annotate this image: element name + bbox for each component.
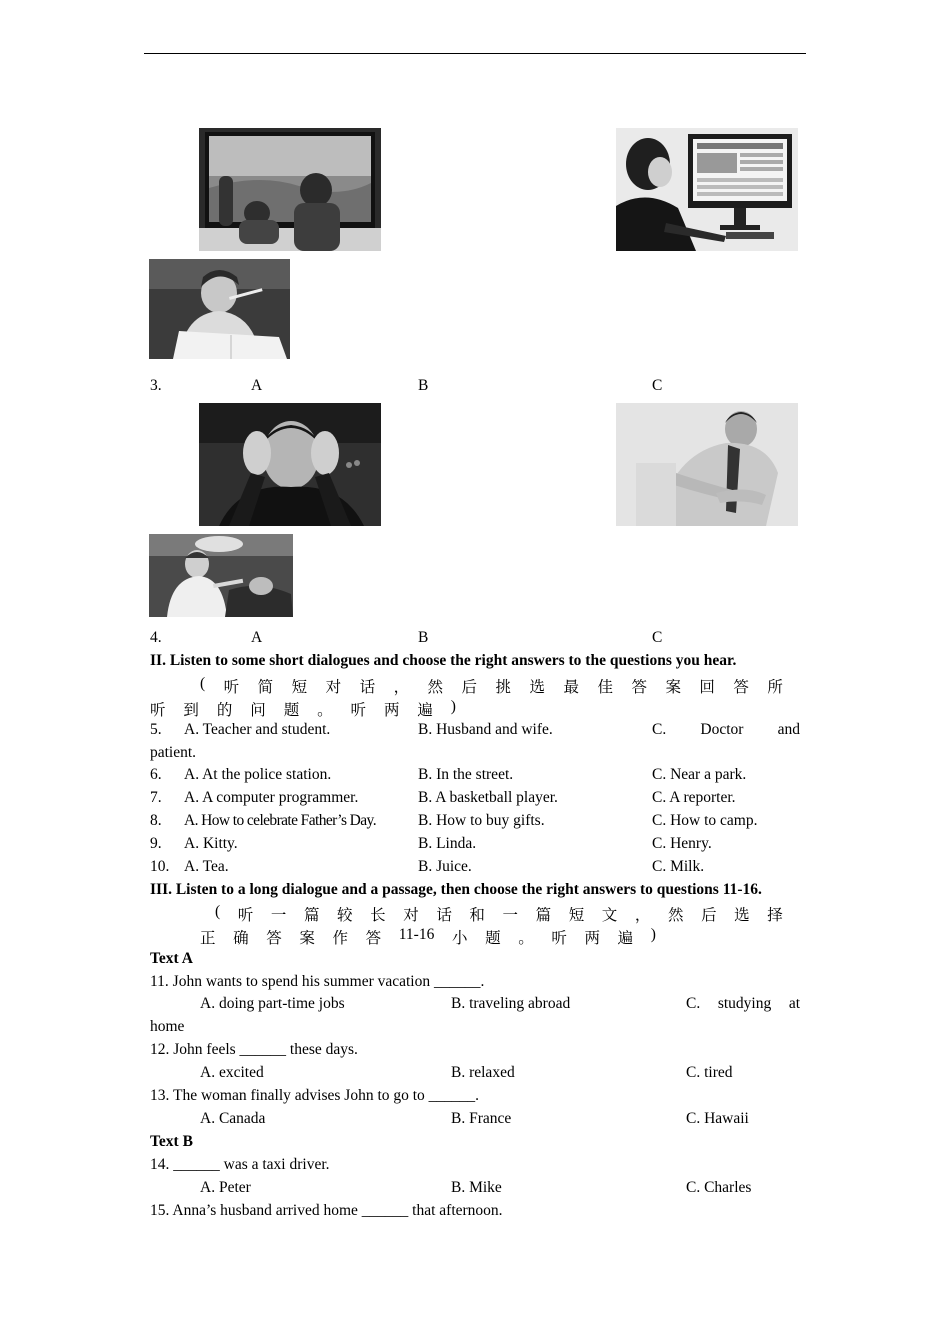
section2-instruction-char-0: 听 bbox=[150, 702, 166, 719]
q15-stem: 15. Anna’s husband arrived home ______ that afternoon. bbox=[150, 1202, 503, 1219]
q13-option-b[interactable]: B. France bbox=[451, 1110, 512, 1127]
section2-instruction-char-1: 到 bbox=[183, 702, 199, 719]
q6-option-c[interactable]: C. Near a park. bbox=[652, 766, 747, 783]
section3-instruction-char-5: 长 bbox=[370, 907, 386, 924]
text-a-heading: Text A bbox=[150, 950, 193, 967]
section2-instruction-char-8: 遍 bbox=[417, 702, 433, 719]
section2-instruction-char-6: 听 bbox=[350, 702, 367, 719]
section2-instruction-char-13: 答 bbox=[631, 679, 647, 696]
section2-instruction-char-5: 。 bbox=[317, 702, 333, 719]
q11-stem: 11. John wants to spend his summer vacation ______. bbox=[150, 973, 485, 990]
q6-option-a[interactable]: A. At the police station. bbox=[184, 766, 332, 783]
man-with-headache-image bbox=[199, 403, 381, 526]
q14-option-b[interactable]: B. Mike bbox=[451, 1179, 502, 1196]
q13-option-c[interactable]: C. Hawaii bbox=[686, 1110, 749, 1127]
section2-instruction-char-16: 答 bbox=[733, 679, 749, 696]
q14-option-a[interactable]: A. Peter bbox=[200, 1179, 251, 1196]
q13-stem: 13. The woman finally advises John to go to ______. bbox=[150, 1087, 480, 1104]
section3-instruction-char-7: 小 bbox=[451, 930, 468, 947]
q5-number: 5. bbox=[150, 721, 162, 738]
section3-instruction-char-10: 篇 bbox=[535, 907, 552, 924]
q3-number: 3. bbox=[150, 377, 162, 394]
q8-option-a[interactable]: A. How to celebrate Father’s Day. bbox=[184, 812, 376, 829]
section3-instruction-char-17: 择 bbox=[767, 907, 783, 924]
section3-instruction-char-15: 后 bbox=[701, 907, 717, 924]
q12-option-c[interactable]: C. tired bbox=[686, 1064, 733, 1081]
q11-option-c-word-2: at bbox=[788, 995, 800, 1012]
q4-option-a-label[interactable]: A bbox=[251, 629, 263, 646]
section2-instruction-char-8: 后 bbox=[461, 679, 478, 696]
section2-heading: II. Listen to some short dialogues and choose the right answers to the questions you hear. bbox=[150, 652, 737, 669]
section3-instruction-char-6: 11-16 bbox=[398, 926, 435, 943]
dentist-with-patient-image bbox=[149, 534, 293, 617]
q7-number: 7. bbox=[150, 789, 162, 806]
q11-option-b[interactable]: B. traveling abroad bbox=[451, 995, 571, 1012]
section3-instruction-char-11: 两 bbox=[584, 930, 600, 947]
section2-instruction-char-1: 听 bbox=[223, 679, 240, 696]
q7-option-c[interactable]: C. A reporter. bbox=[652, 789, 736, 806]
section3-instruction-char-13: ) bbox=[650, 926, 656, 943]
section3-instruction-char-5: 答 bbox=[365, 930, 382, 947]
section2-instruction-char-0: ( bbox=[200, 675, 206, 692]
q9-option-c[interactable]: C. Henry. bbox=[652, 835, 712, 852]
header-rule bbox=[144, 53, 806, 54]
section3-instruction-char-8: 和 bbox=[469, 907, 485, 924]
q10-option-a[interactable]: A. Tea. bbox=[184, 858, 229, 875]
q8-option-c[interactable]: C. How to camp. bbox=[652, 812, 758, 829]
q10-option-b[interactable]: B. Juice. bbox=[418, 858, 472, 875]
section3-instruction-char-14: 然 bbox=[667, 907, 684, 924]
q5-option-c-wrap: patient. bbox=[150, 744, 197, 761]
section3-instruction-char-0: ( bbox=[215, 903, 221, 920]
q9-number: 9. bbox=[150, 835, 162, 852]
section2-instruction-char-2: 简 bbox=[257, 679, 274, 696]
section3-instruction-char-11: 短 bbox=[568, 907, 585, 924]
q5-option-c[interactable] bbox=[652, 721, 800, 739]
q6-option-b[interactable]: B. In the street. bbox=[418, 766, 514, 783]
q11-option-a[interactable]: A. doing part-time jobs bbox=[200, 995, 345, 1012]
section2-instruction-char-4: 对 bbox=[325, 679, 342, 696]
q5-option-c-word-1: Doctor bbox=[700, 721, 744, 738]
section3-instruction-char-9: 一 bbox=[502, 907, 519, 924]
q14-stem: 14. ______ was a taxi driver. bbox=[150, 1156, 330, 1173]
text-b-heading: Text B bbox=[150, 1133, 193, 1150]
q9-option-b[interactable]: B. Linda. bbox=[418, 835, 477, 852]
section3-instruction-line1 bbox=[215, 903, 783, 925]
section3-instruction-char-12: 文 bbox=[601, 907, 618, 924]
q13-option-a[interactable]: A. Canada bbox=[200, 1110, 266, 1127]
q8-option-b[interactable]: B. How to buy gifts. bbox=[418, 812, 545, 829]
q11-option-c-wrap: home bbox=[150, 1018, 185, 1035]
section2-instruction-char-11: 最 bbox=[563, 679, 579, 696]
section2-instruction-char-6: ， bbox=[393, 679, 410, 696]
section3-instruction-char-4: 较 bbox=[337, 907, 353, 924]
section2-instruction-char-3: 短 bbox=[291, 679, 308, 696]
section2-instruction-char-3: 问 bbox=[250, 702, 266, 719]
q11-option-c-word-0: C. bbox=[686, 995, 701, 1012]
q3-option-a-label[interactable]: A bbox=[251, 377, 263, 394]
section2-instruction-char-9: ) bbox=[450, 698, 456, 715]
section3-instruction-char-7: 话 bbox=[436, 907, 452, 924]
q6-number: 6. bbox=[150, 766, 162, 783]
q4-option-c-label[interactable]: C bbox=[652, 629, 663, 646]
section3-heading: III. Listen to a long dialogue and a passage, then choose the right answers to questions 11-16. bbox=[150, 881, 762, 898]
q9-option-a[interactable]: A. Kitty. bbox=[184, 835, 238, 852]
section3-instruction-char-4: 作 bbox=[332, 930, 349, 947]
section2-instruction-char-7: 两 bbox=[383, 702, 400, 719]
section2-instruction-char-4: 题 bbox=[283, 702, 300, 719]
section2-instruction-line1 bbox=[200, 675, 783, 697]
q10-option-c[interactable]: C. Milk. bbox=[652, 858, 705, 875]
q8-number: 8. bbox=[150, 812, 162, 829]
section3-instruction-char-9: 。 bbox=[518, 930, 534, 947]
section3-instruction-char-1: 确 bbox=[233, 930, 249, 947]
section3-instruction-char-2: 一 bbox=[270, 907, 287, 924]
q7-option-a[interactable]: A. A computer programmer. bbox=[184, 789, 359, 806]
q12-option-a[interactable]: A. excited bbox=[200, 1064, 264, 1081]
q12-stem: 12. John feels ______ these days. bbox=[150, 1041, 358, 1058]
q12-option-b[interactable]: B. relaxed bbox=[451, 1064, 515, 1081]
section3-instruction-char-1: 听 bbox=[237, 907, 254, 924]
q11-option-c[interactable] bbox=[686, 995, 800, 1013]
boy-doing-homework-image bbox=[149, 259, 290, 359]
section3-instruction-line2 bbox=[200, 926, 656, 948]
q5-option-a[interactable]: A. Teacher and student. bbox=[184, 721, 331, 738]
section3-instruction-char-12: 遍 bbox=[617, 930, 634, 947]
section3-instruction-char-3: 案 bbox=[299, 930, 315, 947]
q14-option-c[interactable]: C. Charles bbox=[686, 1179, 752, 1196]
q5-option-c-word-2: and bbox=[777, 721, 800, 738]
q5-option-c-word-0: C. bbox=[652, 721, 667, 738]
section3-instruction-char-10: 听 bbox=[551, 930, 567, 947]
q4-number: 4. bbox=[150, 629, 162, 646]
q4-option-b-label[interactable]: B bbox=[418, 629, 429, 646]
section2-instruction-char-15: 回 bbox=[699, 679, 715, 696]
section2-instruction-char-7: 然 bbox=[427, 679, 444, 696]
woman-at-computer-image bbox=[616, 128, 798, 251]
q7-option-b[interactable]: B. A basketball player. bbox=[418, 789, 558, 806]
section2-instruction-line2 bbox=[150, 698, 456, 720]
q3-option-b-label[interactable]: B bbox=[418, 377, 429, 394]
section3-instruction-char-8: 题 bbox=[485, 930, 501, 947]
q5-option-b[interactable]: B. Husband and wife. bbox=[418, 721, 553, 738]
q11-option-c-word-1: studying bbox=[717, 995, 772, 1012]
children-watching-tv-image bbox=[199, 128, 381, 251]
section2-instruction-char-12: 佳 bbox=[597, 679, 613, 696]
section2-instruction-char-2: 的 bbox=[216, 702, 233, 719]
section3-instruction-char-16: 选 bbox=[734, 907, 750, 924]
man-with-stomachache-image bbox=[616, 403, 798, 526]
section2-instruction-char-17: 所 bbox=[767, 679, 783, 696]
section3-instruction-char-2: 答 bbox=[266, 930, 282, 947]
q10-number: 10. bbox=[150, 858, 170, 875]
section2-instruction-char-10: 选 bbox=[529, 679, 546, 696]
section2-instruction-char-5: 话 bbox=[359, 679, 376, 696]
section3-instruction-char-3: 篇 bbox=[303, 907, 320, 924]
section3-instruction-char-13: ， bbox=[634, 907, 651, 924]
section2-instruction-char-9: 挑 bbox=[495, 679, 512, 696]
section3-instruction-char-6: 对 bbox=[403, 907, 419, 924]
q3-option-c-label[interactable]: C bbox=[652, 377, 663, 394]
section3-instruction-char-0: 正 bbox=[200, 930, 216, 947]
section2-instruction-char-14: 案 bbox=[665, 679, 681, 696]
